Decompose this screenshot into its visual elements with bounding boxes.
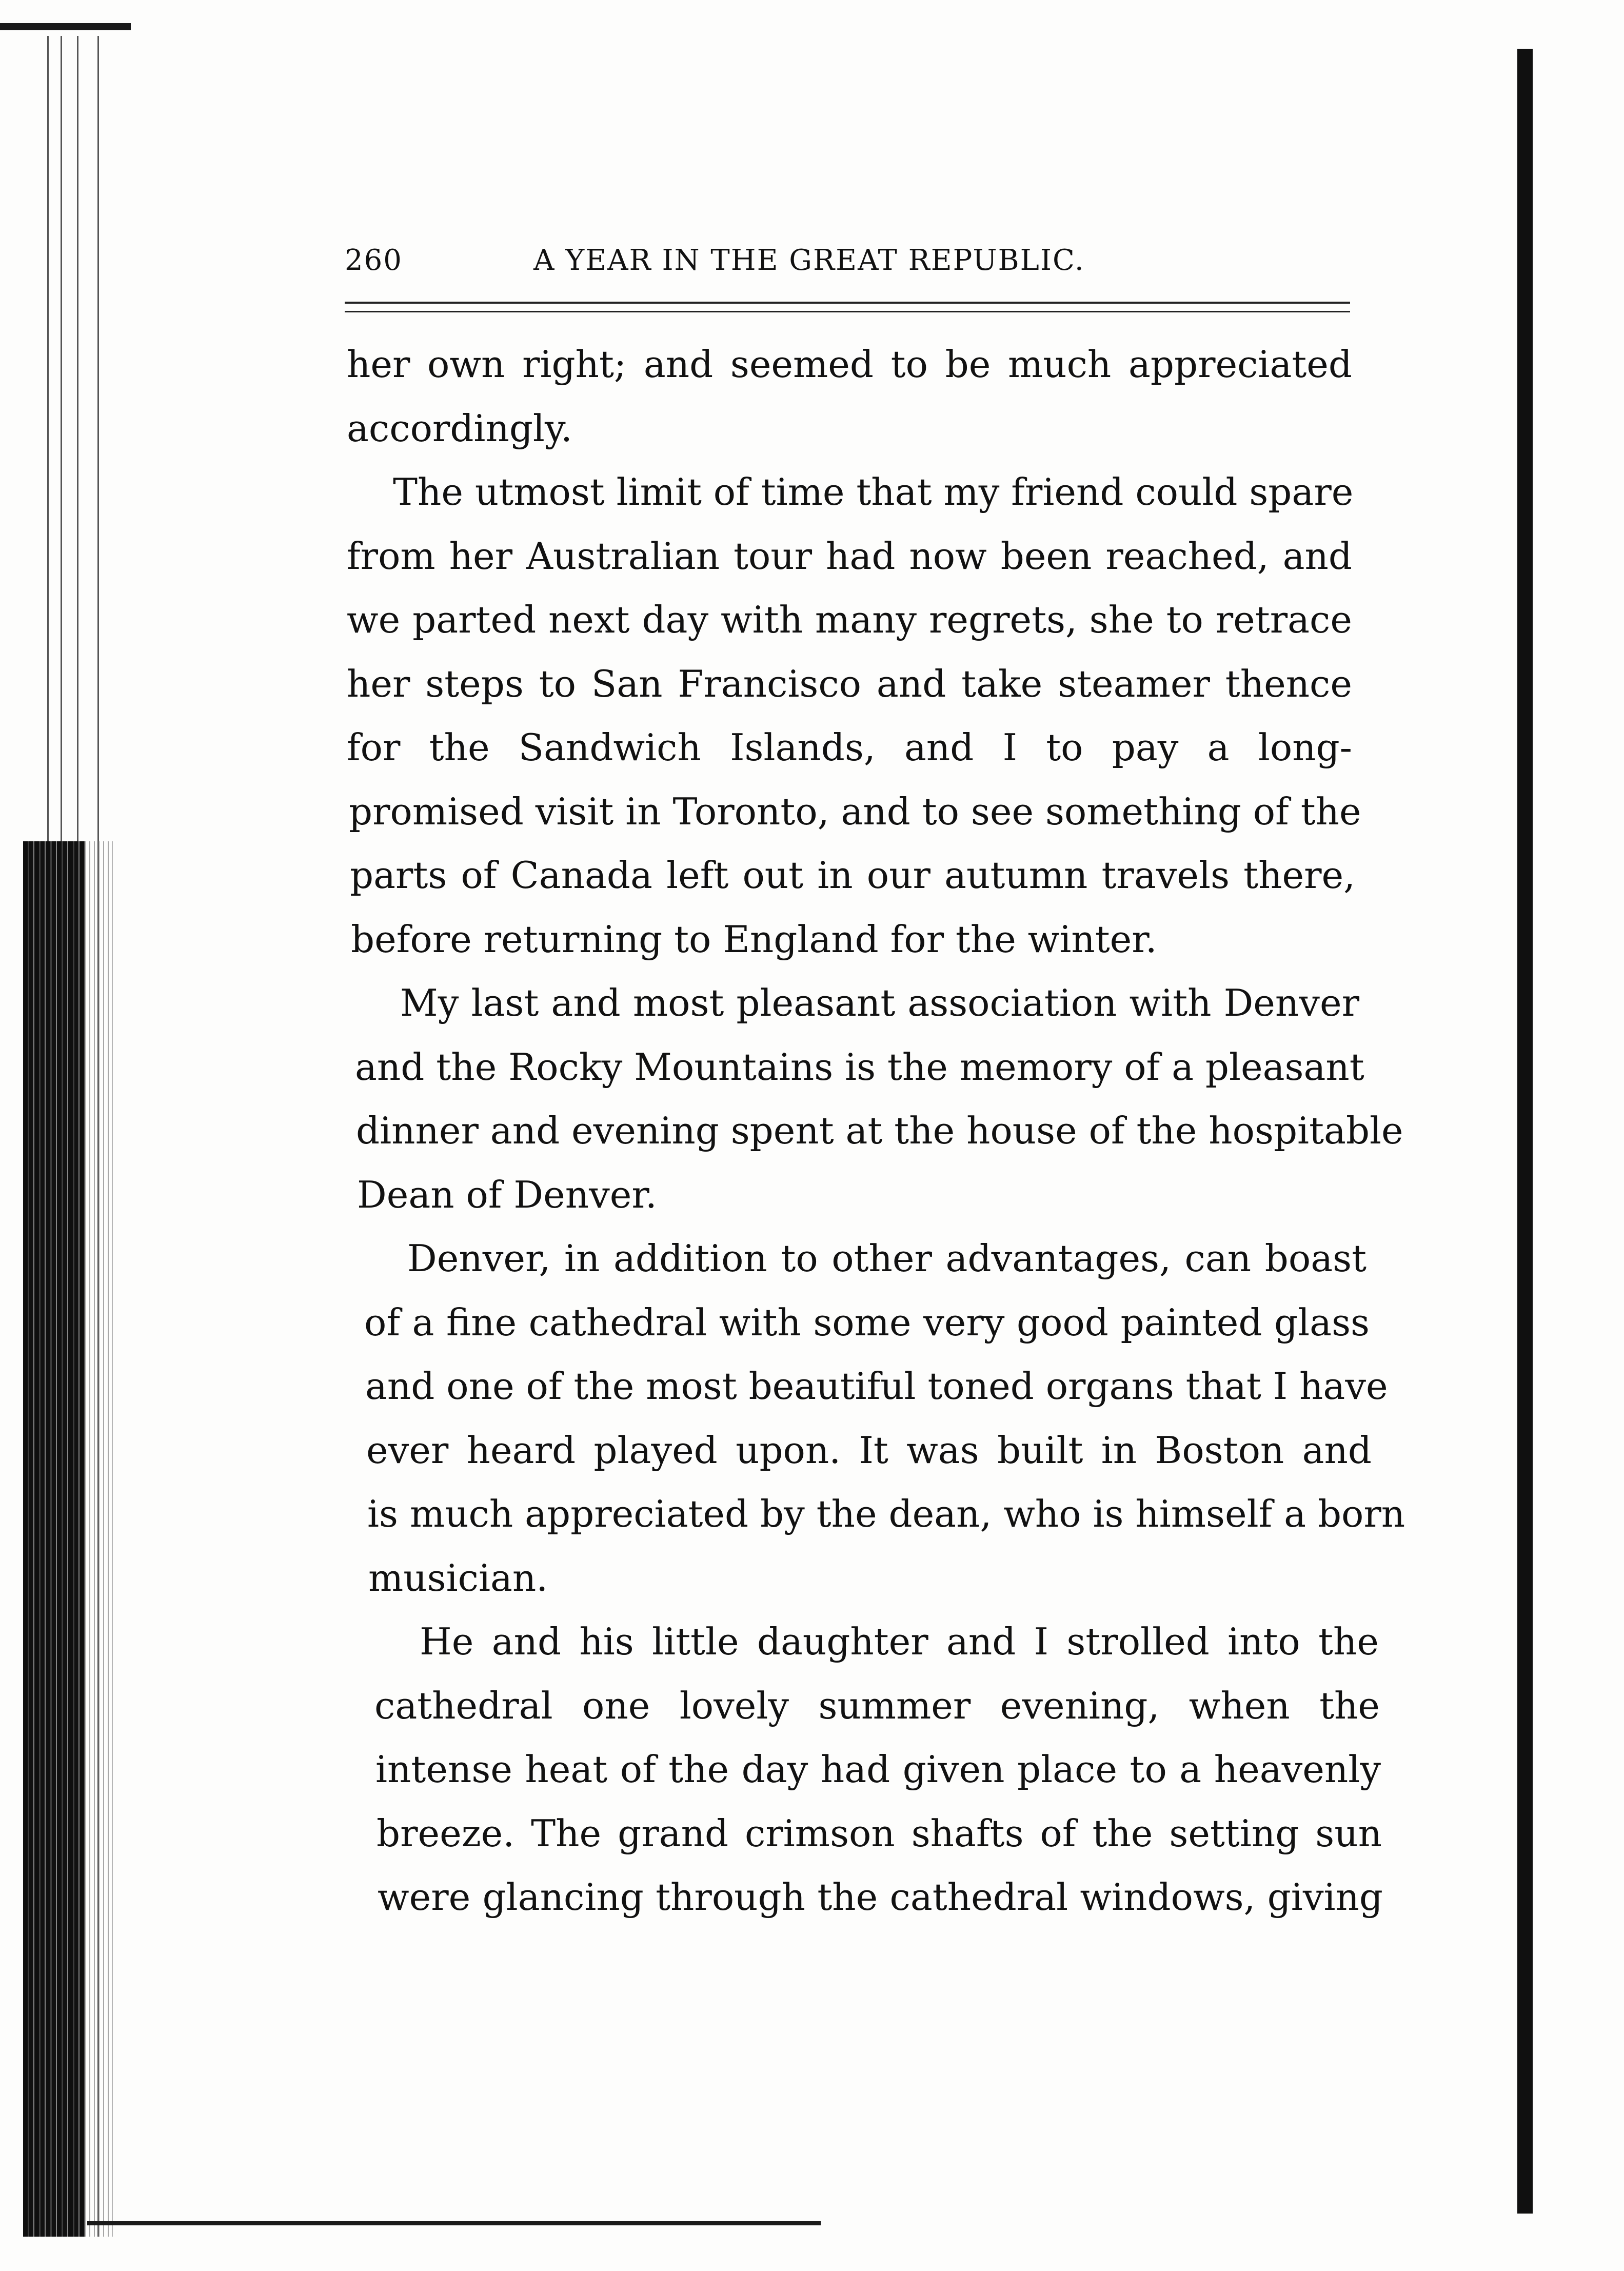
text-line: Denver, in addition to other advantages, can boast	[407, 1237, 1366, 1280]
text-line: promised visit in Toronto, and to see something of the	[349, 789, 1361, 833]
running-title: A YEAR IN THE GREAT REPUBLIC.	[533, 244, 1085, 277]
text-line: for the Sandwich Islands, and I to pay a long-	[347, 726, 1352, 769]
header-rule	[345, 302, 1350, 304]
text-line: accordingly.	[347, 406, 572, 450]
text-line: intense heat of the day had given place to a heavenly	[375, 1748, 1381, 1791]
binding-shadow	[23, 841, 85, 2237]
page-number: 260	[345, 244, 403, 277]
page-edge-bottom	[87, 2221, 821, 2225]
page-edge-right	[1517, 49, 1533, 2214]
text-line: is much appreciated by the dean, who is himself a born	[367, 1492, 1405, 1535]
text-line: were glancing through the cathedral windows, giving	[378, 1875, 1383, 1919]
text-line: Dean of Denver.	[357, 1173, 657, 1216]
text-line: cathedral one lovely summer evening, when the	[374, 1684, 1380, 1727]
running-head	[345, 244, 1350, 280]
text-line: ever heard played upon. It was built in Boston and	[366, 1428, 1372, 1472]
text-line: My last and most pleasant association with Denver	[400, 981, 1359, 1024]
text-line: parts of Canada left out in our autumn travels there,	[350, 854, 1355, 897]
text-line: of a fine cathedral with some very good painted glass	[364, 1300, 1370, 1344]
header-rule	[345, 311, 1350, 312]
binding-shadow-fade	[85, 841, 113, 2237]
text-line: her steps to San Francisco and take steamer thence	[347, 662, 1352, 705]
text-line: and one of the most beautiful toned organs that I have	[365, 1365, 1388, 1408]
text-line: breeze. The grand crimson shafts of the setting sun	[377, 1811, 1382, 1855]
text-line: before returning to England for the winter.	[351, 917, 1157, 961]
text-line: He and his little daughter and I strolled into the	[420, 1620, 1379, 1663]
text-line: her own right; and seemed to be much appreciated	[347, 343, 1352, 386]
text-line: musician.	[368, 1556, 548, 1599]
body-text	[347, 332, 1405, 1929]
text-line: The utmost limit of time that my friend could spare	[393, 470, 1354, 514]
text-line: we parted next day with many regrets, she to retrace	[347, 598, 1352, 641]
text-line: and the Rocky Mountains is the memory of a pleasant	[355, 1045, 1364, 1089]
text-line: dinner and evening spent at the house of the hospitable	[356, 1109, 1403, 1152]
text-line: from her Australian tour had now been reached, and	[347, 534, 1352, 578]
binding-edge-top	[0, 23, 131, 30]
